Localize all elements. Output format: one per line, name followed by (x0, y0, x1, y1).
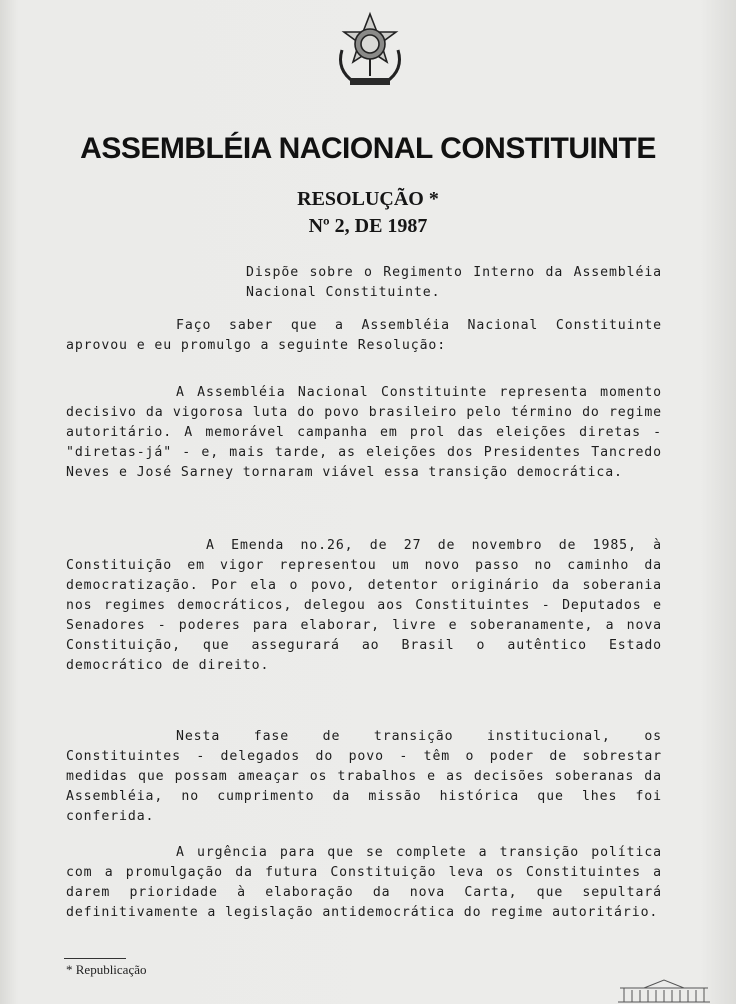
paragraph-promulgation: Faço saber que a Assembléia Nacional Constituinte aprovou e eu promulgo a seguinte Resolução: (66, 318, 662, 353)
resolution-title: RESOLUÇÃO * (297, 188, 439, 210)
paragraph-transition-phase: Nesta fase de transição institucional, os Constituintes - delegados do povo - têm o poder de sobrestar medidas que possam ameaçar os trabalhos e as decisões soberanas da Assembléia, no cumprimento da missão histórica que lhes foi conferida. (66, 729, 662, 824)
assembly-title: ASSEMBLÉIA NACIONAL CONSTITUINTE (80, 132, 656, 165)
footnote: * Republicação (66, 962, 147, 977)
congress-building-icon (614, 978, 714, 1004)
resolution-number: Nº 2, DE 1987 (308, 215, 428, 237)
paragraph-urgency: A urgência para que se complete a transição política com a promulgação da futura Constituição leva os Constituintes a darem prioridade à elaboração da nova Carta, que sepultará definitivamente a legislação antidemocrática do regime autoritário. (66, 845, 662, 920)
paragraph-amendment-26: A Emenda no.26, de 27 de novembro de 1985, à Constituição em vigor representou um novo passo no caminho da democratização. Por ela o povo, detentor originário da soberania nos regimes democráticos, delegou aos Constituintes - Deputados e Senadores - poderes para elaborar, livre e soberanamente, a nova Constituição, que assegurará ao Brasil o autêntico Estado democrático de direito. (66, 538, 662, 673)
paragraph-decisive-moment: A Assembléia Nacional Constituinte representa momento decisivo da vigorosa luta do povo brasileiro pelo término do regime autoritário. A memorável campanha em prol das eleições diretas - "diretas-já" - e, mais tarde, as eleições dos Presidentes Tancredo Neves e José Sarney tornaram viável essa transição democrática. (66, 385, 662, 480)
ementa: Dispõe sobre o Regimento Interno da Assembléia Nacional Constituinte. (246, 265, 662, 300)
brazil-coat-of-arms-icon (330, 10, 410, 94)
footnote-divider (64, 958, 126, 959)
